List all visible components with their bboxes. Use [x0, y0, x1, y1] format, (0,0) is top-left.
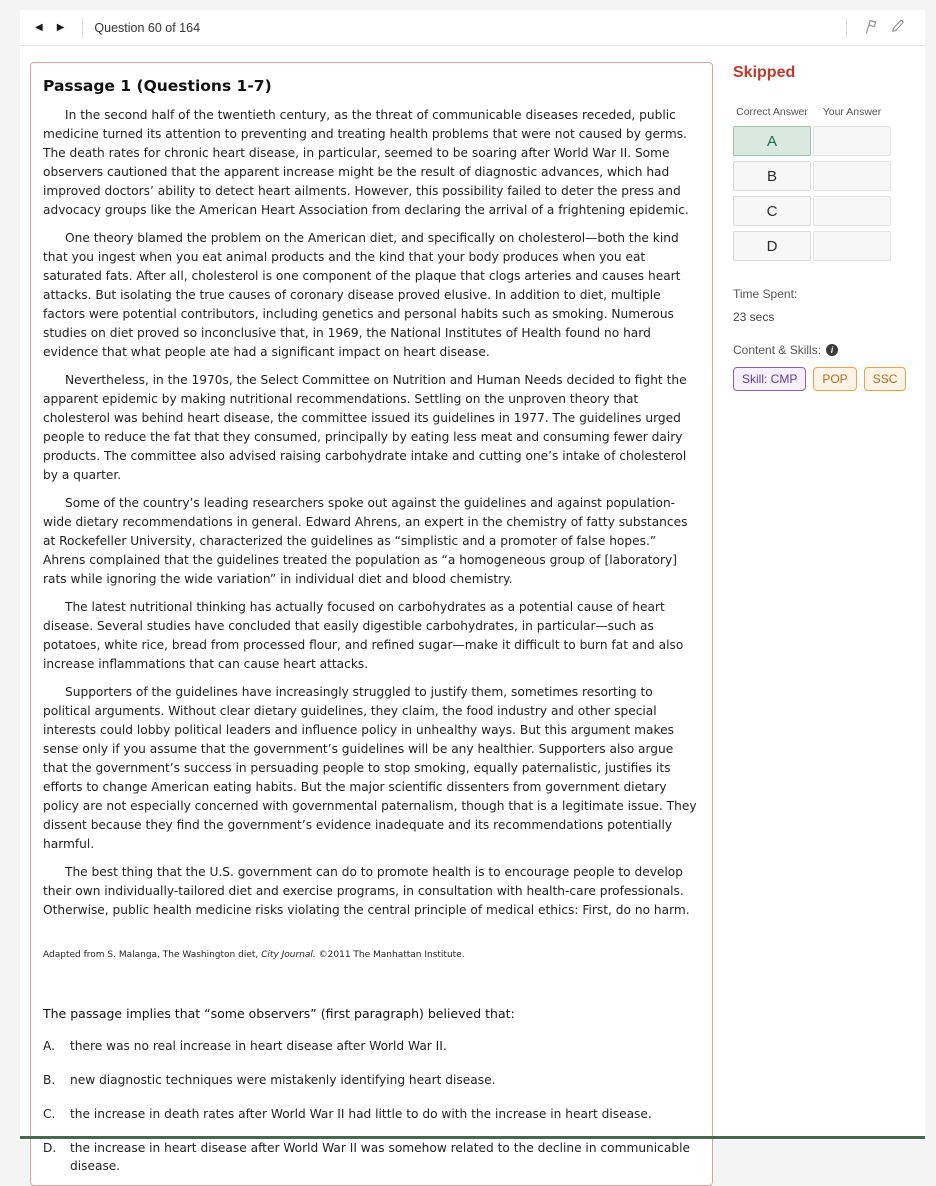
correct-answer-cell: A — [733, 126, 811, 156]
passage-attribution: Adapted from S. Malanga, The Washington diet, City Journal. ©2011 The Manhattan Institute. — [43, 950, 465, 960]
skill-badge: Skill: CMP — [733, 367, 806, 391]
choice-letter: C. — [43, 1107, 56, 1121]
info-icon[interactable]: i — [826, 344, 838, 356]
review-sidebar — [733, 62, 901, 391]
passage-title: Passage 1 (Questions 1-7) — [43, 77, 272, 95]
toolbar-divider — [846, 18, 847, 38]
choice-text: new diagnostic techniques were mistakenly identifying heart disease. — [70, 1073, 496, 1087]
pencil-icon — [890, 18, 906, 37]
flag-question-button[interactable] — [858, 16, 885, 40]
answer-row — [733, 161, 901, 191]
main-content — [20, 46, 925, 1186]
previous-question-button[interactable]: ◀ — [28, 19, 50, 37]
choice-letter: A. — [43, 1039, 55, 1053]
choice-text: there was no real increase in heart disease after World War II. — [70, 1039, 447, 1053]
choice-text: the increase in heart disease after World War II was somehow related to the decline in communicable disease. — [70, 1141, 690, 1173]
passage-paragraph: Nevertheless, in the 1970s, the Select Committee on Nutrition and Human Needs decided to fight the apparent epidemic by making nutritional recommendations. Settling on the unproven theory that cholesterol was behind heart disease, the committee issued its guidelines in 1977. The guidelines urged people to reduce the fat that they consumed, principally by eating less meat and consuming fewer dairy products. The committee also advised raising carbohydrate intake and cutting one’s intake of cholesterol by a quarter. — [43, 373, 687, 482]
time-spent-label: Time Spent: — [733, 287, 798, 301]
correct-answer-cell: D — [733, 231, 811, 261]
answer-row — [733, 231, 901, 261]
next-section-divider — [20, 1136, 925, 1139]
passage-panel — [30, 62, 713, 1186]
answer-choice — [43, 1139, 699, 1175]
flag-icon — [863, 18, 880, 38]
notes-button[interactable] — [885, 16, 911, 39]
status-badge: Skipped — [733, 64, 796, 81]
answer-row — [733, 196, 901, 226]
passage-paragraph: The latest nutritional thinking has actually focused on carbohydrates as a potential cause of heart disease. Several studies have concluded that easily digestible carbohydrates, in particular—such as potatoes, white rice, bread from processed flour, and refined sugar—make it difficult to burn fat and also increase inflammations that can cause heart attacks. — [43, 600, 684, 671]
time-spent-value: 23 secs — [733, 310, 775, 324]
your-answer-cell — [813, 161, 891, 191]
toolbar — [20, 10, 925, 46]
choice-letter: B. — [43, 1073, 56, 1087]
your-answer-cell — [813, 231, 891, 261]
your-answer-cell — [813, 196, 891, 226]
content-skills-label: Content & Skills: — [733, 343, 822, 357]
your-answer-cell — [813, 126, 891, 156]
answer-choice — [43, 1105, 699, 1123]
content-card — [20, 10, 925, 1173]
question-counter: Question 60 of 164 — [94, 20, 201, 35]
toolbar-divider — [82, 18, 83, 38]
passage-paragraph: One theory blamed the problem on the American diet, and specifically on cholesterol—both the kind that you ingest when you eat animal products and the kind that your body produces when you eat saturated fats. After all, cholesterol is one component of the plaque that clogs arteries and causes heart attacks. But isolating the true causes of coronary disease proved elusive. In addition to diet, multiple factors were potential contributors, including genetics and personal habits such as smoking. Numerous studies on diet proved so inconclusive that, in 1969, the National Institutes of Health found no hard evidence that what people ate had a significant impact on heart disease. — [43, 231, 681, 359]
your-answer-header: Your Answer — [822, 106, 882, 118]
passage-paragraph: Some of the country’s leading researchers spoke out against the guidelines and against population-wide dietary recommendations in general. Edward Ahrens, an expert in the chemistry of fatty substances at Rockefeller University, characterized the guidelines as “simplistic and a promoter of false hopes.” Ahrens complained that the guidelines treated the population as “a homogeneous group of [laboratory] rats while ignoring the wide variation” in individual diet and blood chemistry. — [43, 496, 688, 586]
passage-paragraph: In the second half of the twentieth century, as the threat of communicable diseases receded, public medicine turned its attention to preventing and treating health problems that were not caused by germs. The death rates for chronic heart disease, in particular, seemed to be soaring after World War II. Some observers cautioned that the apparent increase might be the result of diagnostic advances, which had improved doctors’ ability to detect heart ailments. However, this possibility failed to deter the press and advocacy groups like the American Heart Association from declaring the arrival of a frightening epidemic. — [43, 108, 689, 217]
question-stem: The passage implies that “some observers” (first paragraph) believed that: — [43, 1006, 515, 1021]
answer-column-headers — [733, 106, 901, 118]
skill-badge: POP — [813, 367, 856, 391]
answer-row — [733, 126, 901, 156]
answer-choice — [43, 1037, 699, 1055]
passage-paragraph: Supporters of the guidelines have increasingly struggled to justify them, sometimes resorting to political arguments. Without clear dietary guidelines, they claim, the food industry and other special interests could lobby political leaders and influence policy in unhealthy ways. But this argument makes sense only if you assume that the government’s guidelines will be any healthier. Supporters also argue that the government’s success in persuading people to stop smoking, equally paternalistic, justifies its efforts to change American eating habits. But the major scientific dissenters from government dietary policy are not especially concerned with governmental paternalism, though that is a legitimate issue. They dissent because they find the government’s evidence inadequate and its recommendations potentially harmful. — [43, 685, 697, 851]
correct-answer-cell: B — [733, 161, 811, 191]
next-question-button[interactable]: ▶ — [50, 19, 72, 37]
choice-text: the increase in death rates after World War II had little to do with the increase in heart disease. — [70, 1107, 652, 1121]
passage-paragraph: The best thing that the U.S. government can do to promote health is to encourage people to develop their own individually-tailored diet and exercise programs, in consultation with health-care professionals. Otherwise, public health medicine risks violating the central principle of medical ethics: First, do no harm. — [43, 865, 690, 917]
correct-answer-header: Correct Answer — [736, 106, 808, 118]
answer-choice — [43, 1071, 699, 1089]
answer-grid — [733, 126, 901, 261]
content-skills-row — [733, 343, 901, 357]
choice-letter: D. — [43, 1141, 57, 1155]
correct-answer-cell: C — [733, 196, 811, 226]
skill-badge: SSC — [864, 367, 907, 391]
skill-badges — [733, 367, 901, 391]
